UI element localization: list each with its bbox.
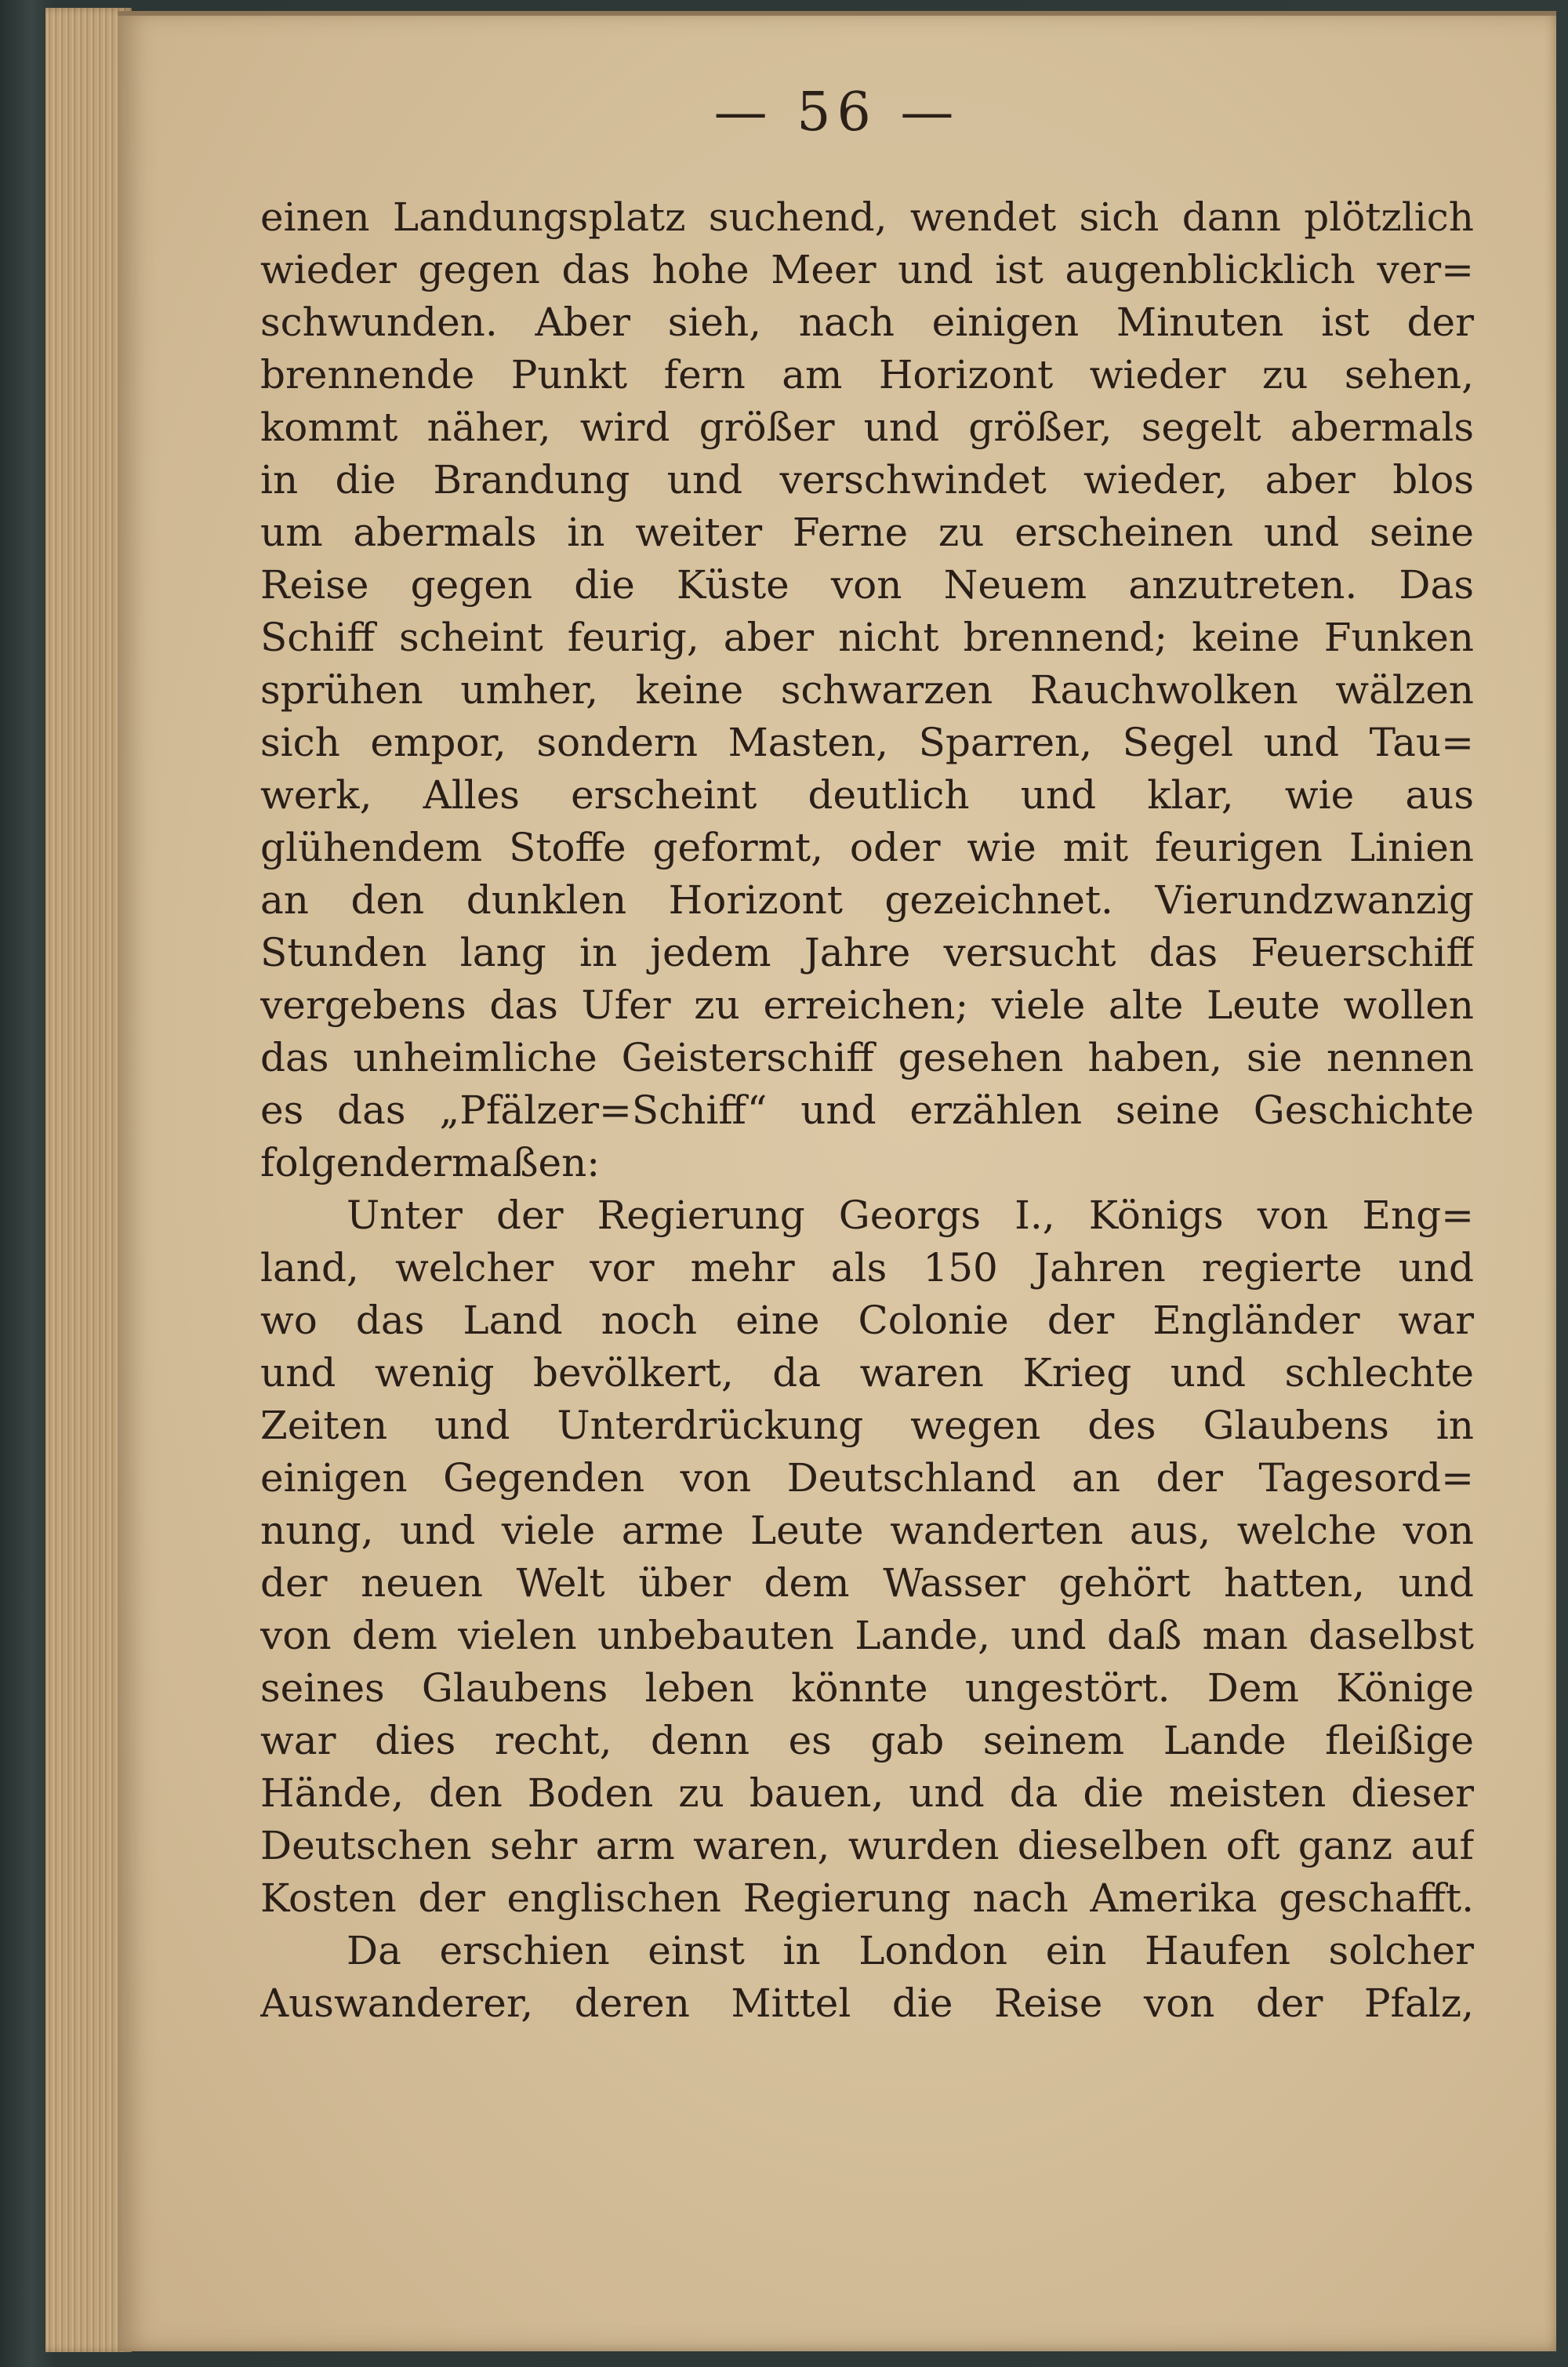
book-page xyxy=(118,11,1556,2351)
text-line: glühendem Stoffe geformt, oder wie mit feurigen Linien xyxy=(260,825,1474,870)
body-text xyxy=(260,191,1474,2030)
text-line: einen Landungsplatz suchend, wendet sich dann plötzlich xyxy=(260,194,1474,240)
text-line: einigen Gegenden von Deutschland an der Tagesord= xyxy=(260,1455,1474,1501)
text-line: kommt näher, wird größer und größer, segelt abermals xyxy=(260,405,1474,450)
text-line: vergebens das Ufer zu erreichen; viele alte Leute wollen xyxy=(260,982,1474,1028)
text-line: Reise gegen die Küste von Neuem anzutreten. Das xyxy=(260,562,1474,608)
text-line: Stunden lang in jedem Jahre versucht das Feuerschiff xyxy=(260,930,1474,975)
text-line: sich empor, sondern Masten, Sparren, Segel und Tau= xyxy=(260,720,1474,765)
text-line: in die Brandung und verschwindet wieder, aber blos xyxy=(260,457,1474,503)
page-top-rule xyxy=(118,11,1556,16)
text-line: wieder gegen das hohe Meer und ist augenblicklich ver= xyxy=(260,247,1474,292)
text-line: nung, und viele arme Leute wanderten aus, welche von xyxy=(260,1508,1474,1553)
paragraph-start-line: Unter der Regierung Georgs I., Königs von Eng= xyxy=(347,1193,1474,1238)
text-line: schwunden. Aber sieh, nach einigen Minuten ist der xyxy=(260,300,1474,345)
text-line: wo das Land noch eine Colonie der Engländer war xyxy=(260,1298,1474,1343)
text-line: Kosten der englischen Regierung nach Amerika geschafft. xyxy=(260,1875,1474,1921)
paragraph-start-line: Da erschien einst in London ein Haufen solcher xyxy=(347,1928,1474,1973)
text-line: es das „Pfälzer=Schiff“ und erzählen seine Geschichte xyxy=(260,1087,1474,1133)
text-line: Hände, den Boden zu bauen, und da die meisten dieser xyxy=(260,1770,1474,1816)
text-line: um abermals in weiter Ferne zu erscheinen und seine xyxy=(260,510,1474,555)
text-line: Schiff scheint feurig, aber nicht brennend; keine Funken xyxy=(260,615,1474,660)
text-line: Deutschen sehr arm waren, wurden dieselben oft ganz auf xyxy=(260,1823,1474,1868)
page-number: — 56 — xyxy=(713,82,960,143)
text-line: sprühen umher, keine schwarzen Rauchwolken wälzen xyxy=(260,667,1474,713)
text-line: und wenig bevölkert, da waren Krieg und schlechte xyxy=(260,1350,1474,1396)
text-line: Auswanderer, deren Mittel die Reise von der Pfalz, xyxy=(260,1980,1474,2026)
text-line: land, welcher vor mehr als 150 Jahren regierte und xyxy=(260,1245,1474,1291)
text-line: seines Glaubens leben könnte ungestört. Dem Könige xyxy=(260,1665,1474,1711)
text-line: werk, Alles erscheint deutlich und klar, wie aus xyxy=(260,772,1474,818)
text-line: war dies recht, denn es gab seinem Lande fleißige xyxy=(260,1718,1474,1763)
text-line: von dem vielen unbebauten Lande, und daß man daselbst xyxy=(260,1613,1474,1658)
text-line: brennende Punkt fern am Horizont wieder zu sehen, xyxy=(260,352,1474,398)
text-line: das unheimliche Geisterschiff gesehen haben, sie nennen xyxy=(260,1035,1474,1080)
text-line: Zeiten und Unterdrückung wegen des Glaubens in xyxy=(260,1403,1474,1448)
text-line: folgendermaßen: xyxy=(260,1140,601,1185)
text-line: der neuen Welt über dem Wasser gehört hatten, und xyxy=(260,1560,1474,1606)
text-line: an den dunklen Horizont gezeichnet. Vierundzwanzig xyxy=(260,877,1474,923)
